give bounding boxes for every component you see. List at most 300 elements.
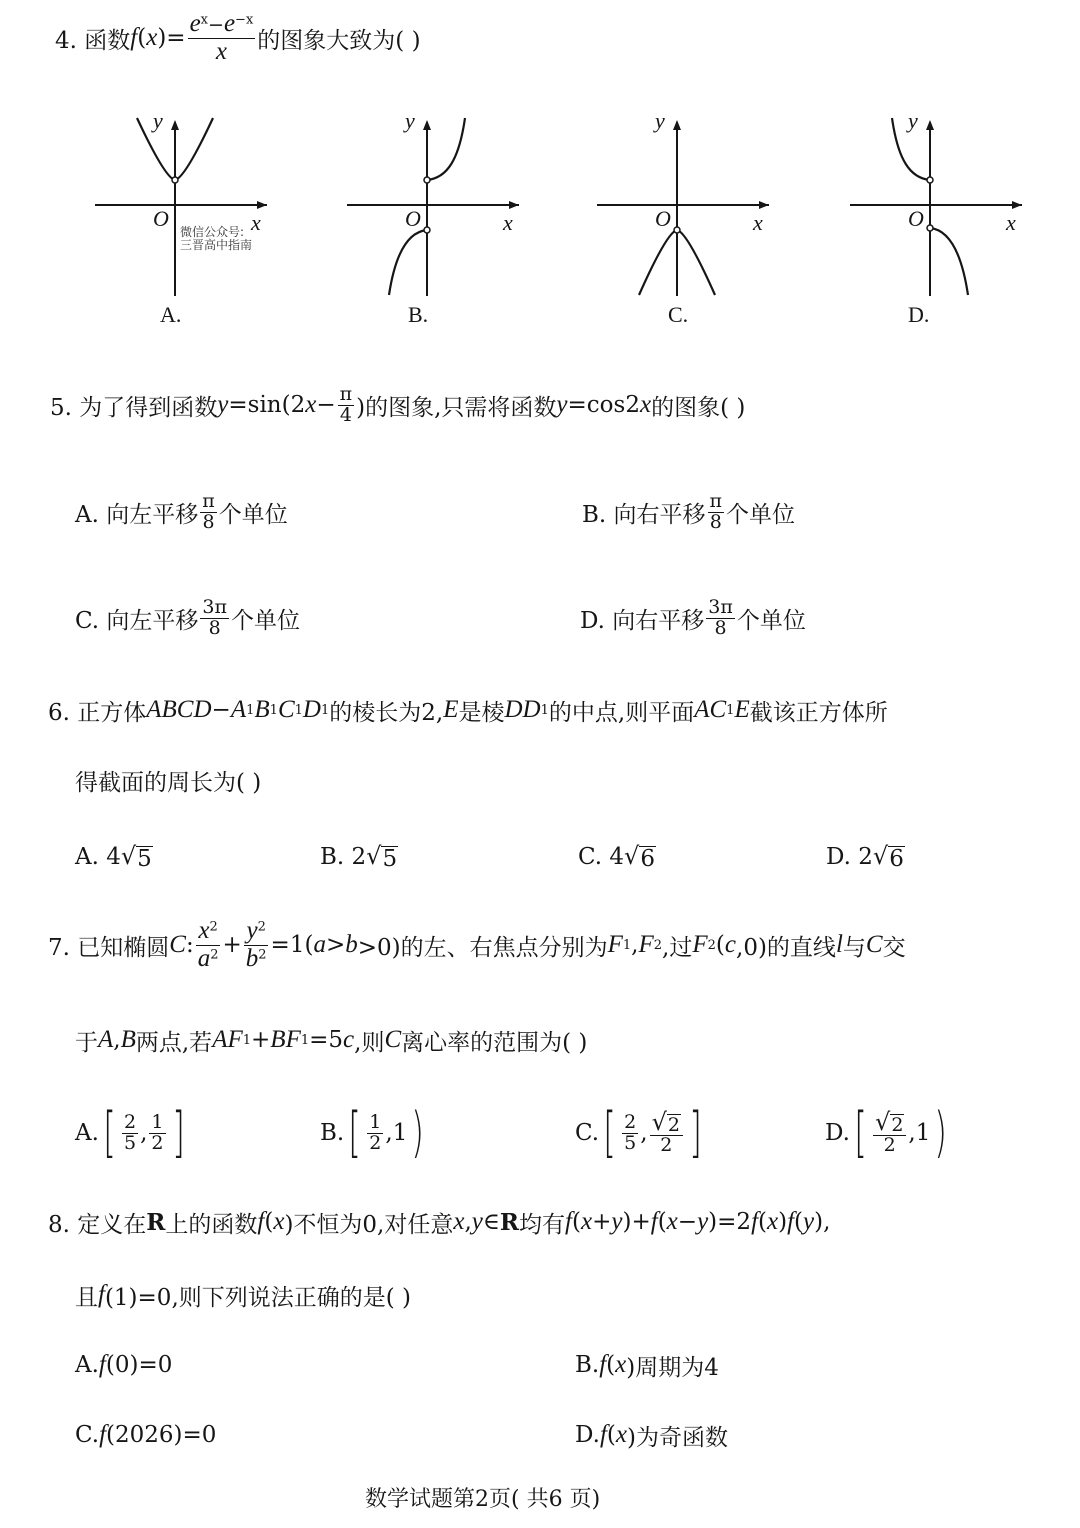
text: ,过 [662,934,693,961]
text: ( [264,1209,274,1235]
q5-stem [50,375,745,435]
origin-label: O [908,206,924,231]
text: + [222,932,242,958]
q7-option-c[interactable] [575,1103,706,1163]
y-axis-arrow-icon [926,120,934,130]
q6-stem-line1 [48,680,888,740]
radical-sign: √ [651,1107,667,1136]
math-var: x [767,1208,779,1235]
math-var: f [98,1281,105,1308]
math-var: a [197,944,211,972]
q4-graphs [0,0,1080,340]
math-var: BF [270,1026,301,1053]
text: 个单位 [218,501,288,528]
numerator [622,1110,638,1134]
math-var: AC [694,696,727,723]
q6-option-d[interactable] [826,827,905,887]
graph-label-c[interactable]: C. [668,302,689,327]
open-point [424,177,430,183]
text: 8 [208,616,221,639]
y-axis-label: y [153,108,163,133]
bracket: [ [348,1101,362,1164]
math-var: x [198,917,210,945]
origin-label: O [153,206,169,231]
text: ( [657,1209,667,1235]
superscript: x [200,12,209,28]
text: ( [794,1209,804,1235]
math-var: f [751,1208,759,1235]
fraction [338,382,355,426]
text: − [677,1209,698,1235]
graph-label-b[interactable]: B. [408,302,429,327]
denominator [882,1136,898,1156]
text: 4 [339,403,352,426]
q7-option-a[interactable] [75,1103,189,1163]
q7-option-b[interactable] [320,1103,428,1163]
subscript: 1 [540,702,549,718]
sqrt [121,842,153,872]
text: (1)=0,则下列说法正确的是( ) [104,1284,412,1311]
text: A. 4 [75,844,121,870]
text: (0)=0 [105,1352,173,1378]
math-var: f [98,1351,106,1378]
function-curve [427,118,465,180]
math-var: y [803,1208,815,1235]
fraction [708,489,725,533]
text: > [325,932,346,958]
bracket: ) [934,1101,948,1164]
text: 均有 [519,1211,566,1238]
text: )周期为4 [626,1354,719,1381]
text: ,1 [908,1120,931,1146]
numerator [196,918,219,945]
math-var: y [471,1208,483,1235]
math-var: DD [504,696,541,723]
fraction [873,1107,906,1157]
math-var: f [99,1421,107,1448]
bracket: [ [854,1101,867,1164]
text: 且 [75,1284,98,1311]
text: C. [575,1120,600,1146]
subscript: 1 [726,702,735,718]
text: − [211,697,231,723]
page-footer: 数学试题第2页( 共6 页) [365,1486,601,1512]
numerator [367,1110,383,1134]
fraction [367,1110,383,1154]
text: B. [575,1352,600,1378]
math-var: a [313,931,326,958]
text: ,1 [385,1120,408,1146]
text: C. [75,1422,100,1448]
text: 个单位 [230,607,300,634]
text: π [709,489,723,512]
text: )+ [622,1209,651,1235]
q6-option-c[interactable] [578,827,656,887]
math-var: A [98,1026,114,1053]
text: 2 [369,1131,382,1154]
math-var: b [345,931,358,958]
x-axis-label: x [251,210,261,235]
math-var: f [650,1208,658,1235]
y-axis-arrow-icon [171,120,179,130]
math-var: x [666,1208,678,1235]
q8-option-a[interactable] [75,1335,172,1395]
superscript: 2 [257,919,266,935]
fraction [622,1110,638,1154]
numerator [650,1107,683,1137]
math-var: f [257,1208,265,1235]
radicand: 5 [137,845,152,872]
text: 2 [124,1110,137,1133]
math-var: b [245,944,259,972]
text: 8 [714,616,727,639]
watermark-line: 三晋高中指南 [180,238,253,252]
denominator [712,616,728,639]
fraction [650,1107,683,1157]
math-var: x [580,1208,593,1235]
text: 8. 定义在 [48,1211,147,1238]
bracket: ) [411,1101,425,1164]
math-var: x [453,1208,465,1235]
text: ,0)的直线 [736,934,836,961]
subscript: 1 [294,702,303,718]
bracket: ] [171,1101,185,1164]
text: )不恒为0,对任意 [284,1211,454,1238]
text: =1( [270,932,314,958]
subscript: 2 [707,937,716,953]
subscript: 1 [242,1032,252,1048]
q6-stem-line2 [75,750,261,810]
numerator [200,595,229,619]
fraction [244,918,269,972]
subscript: 1 [246,702,255,718]
text: 上的函数 [165,1211,258,1238]
text: C. 4 [578,844,625,870]
text: , [640,1120,648,1146]
math-var: e [223,10,236,38]
q8-option-b[interactable] [575,1335,719,1395]
sqrt [651,1107,681,1136]
radicand: 2 [891,1113,904,1136]
text: D. [825,1120,850,1146]
subscript: 2 [653,937,663,953]
text: ( [572,1209,581,1235]
bracket: ] [689,1101,702,1164]
math-var: x [215,37,227,65]
text: π [339,382,353,405]
text: 8 [202,510,215,533]
text: )=2 [708,1209,752,1235]
text: + [251,1027,271,1053]
open-point [927,177,933,183]
text: ) [778,1209,788,1235]
text: 4. 函数 [55,27,131,54]
x-axis-arrow-icon [257,201,267,209]
math-var: e [189,10,201,38]
q6-option-b[interactable] [320,827,398,887]
text: 于 [75,1029,98,1056]
text: 的图象( ) [651,394,746,421]
text: 的棱长为2, [329,699,444,726]
text: 个单位 [736,607,806,634]
graph-label-a[interactable]: A. [160,302,182,327]
text: : [185,932,194,958]
denominator [149,1131,165,1154]
text: 得截面的周长为( ) [75,769,262,796]
x-axis-arrow-icon [509,201,519,209]
math-var: A [230,696,247,723]
radical-sign: √ [120,841,137,870]
radicand: 5 [382,845,398,872]
text: 2 [660,1134,673,1157]
text: 2 [624,1110,637,1133]
text: A. [75,1120,99,1146]
text: 5. 为了得到函数 [50,394,218,421]
q5-option-d[interactable] [580,588,806,648]
text: , [113,1027,121,1053]
open-point [674,227,680,233]
math-var: y [697,1208,709,1235]
text: 3π [708,595,733,618]
text: 截该正方体所 [749,699,888,726]
fraction [200,595,229,639]
text: − [316,392,336,418]
denominator [367,1131,383,1154]
text: 7. 已知椭圆 [48,934,170,961]
superscript: 2 [209,919,218,935]
text: )= [157,25,186,51]
text: A. [75,1352,99,1378]
text: 离心率的范围为( ) [401,1029,588,1056]
radicand: 2 [667,1113,680,1136]
text: D. 向右平移 [580,607,705,634]
text: ( [137,25,147,51]
text: 交 [882,934,906,961]
fraction [200,489,217,533]
watermark [180,226,252,252]
text: 3π [202,595,227,618]
text: 两点,若 [135,1029,213,1056]
text: C. 向左平移 [75,607,199,634]
y-axis-arrow-icon [673,120,681,130]
text: B. 2 [320,844,367,870]
text: D. 2 [826,844,873,870]
math-var: x [639,391,652,418]
denominator [708,510,724,533]
q7-stem-line2 [75,1010,587,1070]
text: 2 [883,1134,896,1157]
fraction [196,918,221,972]
text: 个单位 [726,501,796,528]
math-var: x [146,24,158,51]
sqrt [366,842,398,872]
math-var: F [692,931,708,958]
text: )为奇函数 [626,1424,728,1451]
math-var: y [556,391,568,418]
math-var: D [302,696,321,723]
text: 1 [151,1110,164,1133]
sqrt [873,842,905,872]
y-axis-label: y [405,108,415,133]
open-point [927,225,933,231]
q6-option-a[interactable] [75,827,153,887]
text: 与 [842,934,866,961]
text: =cos2 [567,392,640,418]
math-var: B [120,1026,136,1053]
text: ,则 [354,1029,385,1056]
open-point [172,177,178,183]
q5-option-a[interactable] [75,482,288,542]
math-var: AF [212,1026,243,1053]
subscript: 1 [269,702,278,718]
numerator [149,1110,165,1134]
math-var: y [246,917,258,945]
watermark-line: 微信公众号: [180,225,245,239]
math-var: F [638,931,654,958]
denominator [200,510,216,533]
math-var: l [835,931,843,958]
text: =5 [309,1027,344,1053]
text: 1 [369,1110,382,1133]
math-var: c [724,931,737,958]
origin-label: O [655,206,671,231]
sqrt [624,842,656,872]
math-var: E [443,696,459,723]
subscript: 1 [320,702,330,718]
text: ( [715,932,725,958]
math-var: C [277,696,295,723]
math-set: R [146,1208,166,1236]
math-var: E [734,696,750,723]
math-var: f [565,1208,572,1235]
q8-stem-line1 [48,1192,830,1252]
text: D. [575,1422,600,1448]
text: 5 [624,1131,637,1154]
denominator [338,403,354,426]
math-set: R [499,1208,520,1236]
text: ), [814,1209,831,1235]
q7-stem-line1 [48,915,906,975]
q8-stem-line2 [75,1265,411,1325]
text: B. [320,1120,345,1146]
numerator [338,382,355,406]
numerator [706,595,735,619]
denominator [658,1136,674,1156]
math-var: f [599,1351,607,1378]
text: ( [606,1422,616,1448]
superscript: −x [235,12,254,28]
numerator [122,1110,138,1134]
function-curve [389,230,427,295]
open-point [424,227,430,233]
denominator [196,946,221,972]
radical-sign: √ [872,841,889,870]
math-var: f [599,1421,607,1448]
math-var: f [130,24,138,51]
text: , [464,1209,472,1235]
text: 的中点,则平面 [548,699,695,726]
math-var: C [384,1026,402,1053]
origin-label: O [405,206,421,231]
q5-option-b[interactable] [582,482,795,542]
function-curve [930,228,968,295]
denominator [244,946,269,972]
radical-sign: √ [875,1107,891,1136]
text: − [208,14,224,37]
math-var: F [607,931,623,958]
text: A. 向左平移 [75,501,199,528]
numerator [200,489,217,513]
x-axis-label: x [1006,210,1016,235]
q8-option-d[interactable] [575,1405,728,1465]
text: 2 [151,1131,164,1154]
text: >0)的左、右焦点分别为 [357,934,608,961]
math-var: C [169,931,186,958]
superscript: 2 [258,947,267,963]
y-axis-label: y [655,108,665,133]
text: π [202,489,215,512]
radicand: 6 [640,845,655,872]
text: 是棱 [458,699,505,726]
fraction [706,595,735,639]
subscript: 1 [300,1032,310,1048]
text: + [592,1209,612,1235]
math-var: ABCD [146,696,212,723]
math-var: y [217,391,229,418]
radical-sign: √ [366,841,382,870]
text: =sin(2 [228,392,306,418]
text: , [140,1120,148,1146]
q8-option-c[interactable] [75,1405,216,1465]
q5-option-c[interactable] [75,588,300,648]
numerator [244,918,267,945]
sqrt [875,1107,904,1136]
radicand: 6 [889,845,904,872]
x-axis-label: x [753,210,763,235]
text: 5 [124,1131,137,1154]
fraction [122,1110,138,1154]
text: )的图象,只需将函数 [356,394,557,421]
denominator [122,1131,138,1154]
bracket: [ [103,1101,116,1164]
subscript: 1 [622,937,632,953]
graph-label-d[interactable]: D. [908,302,930,327]
text: 6. 正方体 [48,699,147,726]
text: B. 向右平移 [582,501,706,528]
y-axis-label: y [908,108,918,133]
numerator [708,489,725,513]
y-axis-arrow-icon [423,120,431,130]
math-var: x [305,391,317,418]
numerator [873,1107,906,1137]
bracket: [ [603,1101,616,1164]
math-var: C [865,931,883,958]
denominator [622,1131,638,1154]
text: (2026)=0 [106,1422,217,1448]
math-var: f [787,1208,795,1235]
text: ( [758,1209,767,1235]
q7-option-d[interactable] [825,1103,951,1163]
math-var: B [254,696,270,723]
superscript: 2 [210,947,219,963]
math-var: c [343,1026,355,1053]
text: 的图象大致为( ) [257,27,421,54]
fraction [149,1110,165,1154]
x-axis-arrow-icon [759,201,769,209]
math-var: x [615,1351,627,1378]
text: ( [606,1352,616,1378]
x-axis-label: x [503,210,513,235]
